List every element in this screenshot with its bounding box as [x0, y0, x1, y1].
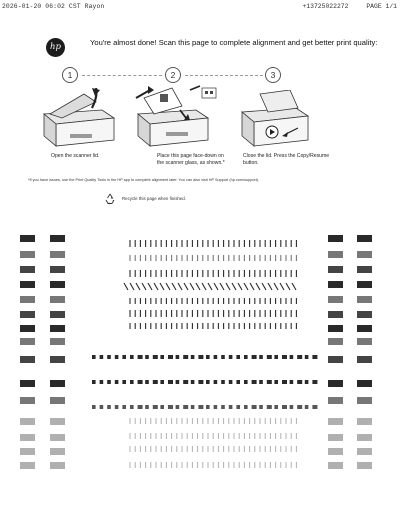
alignment-dash — [145, 405, 149, 409]
alignment-dash — [100, 355, 104, 359]
alignment-dash — [153, 405, 158, 409]
calibration-block — [357, 356, 372, 363]
calibration-block — [357, 325, 372, 332]
alignment-dash — [115, 405, 119, 409]
alignment-dash — [92, 380, 96, 384]
alignment-dash — [160, 355, 164, 359]
alignment-dash — [168, 355, 173, 359]
alignment-dash — [290, 380, 294, 384]
alignment-dash — [153, 355, 158, 359]
calibration-block — [50, 397, 65, 404]
step-2-caption: Place this page face-down on the scanner glass, as shown.* — [157, 153, 225, 166]
calibration-block — [357, 434, 372, 441]
alignment-diagonal-tick — [130, 283, 134, 290]
alignment-dash — [122, 355, 126, 359]
alignment-diagonal-tick — [274, 283, 278, 290]
alignment-diagonal-tick — [148, 283, 152, 290]
calibration-block — [328, 266, 343, 273]
alignment-dash — [282, 405, 287, 409]
alignment-diagonal-tick — [178, 283, 182, 290]
alignment-dash — [198, 405, 203, 409]
alignment-dash — [183, 380, 188, 384]
alignment-dash — [259, 405, 263, 409]
calibration-block — [328, 356, 343, 363]
alignment-dash — [153, 380, 158, 384]
alignment-dash — [183, 405, 188, 409]
support-note: *If you have issues, use the Print Quality Tools in the HP app to complete alignment later. You can also visit HP Support (hp.com/support). — [28, 178, 260, 182]
calibration-block — [357, 266, 372, 273]
alignment-dash — [107, 380, 111, 384]
alignment-dash — [305, 405, 309, 409]
alignment-dash — [312, 355, 317, 359]
calibration-block — [20, 338, 35, 345]
alignment-dash — [252, 355, 257, 359]
alignment-dash — [206, 405, 210, 409]
alignment-dash — [229, 355, 233, 359]
alignment-diagonal-tick — [256, 283, 260, 290]
alignment-dash — [168, 405, 173, 409]
alignment-dash — [252, 380, 257, 384]
calibration-block — [20, 281, 35, 288]
calibration-block — [20, 251, 35, 258]
alignment-diagonal-tick — [190, 283, 194, 290]
calibration-block — [328, 338, 343, 345]
step-1-number: 1 — [62, 67, 78, 83]
calibration-block — [357, 448, 372, 455]
alignment-dash — [236, 380, 240, 384]
alignment-diagonal-tick — [292, 283, 296, 290]
alignment-diagonal-tick — [214, 283, 218, 290]
calibration-block — [357, 251, 372, 258]
alignment-diagonal-tick — [172, 283, 176, 290]
alignment-dash — [176, 355, 180, 359]
fax-timestamp: 2026-01-20 06:02 CST Rayon — [2, 3, 105, 10]
calibration-block — [328, 281, 343, 288]
alignment-diagonal-tick — [184, 283, 188, 290]
calibration-block — [357, 380, 372, 387]
alignment-dash — [221, 355, 225, 359]
alignment-diagonal-tick — [142, 283, 146, 290]
alignment-dash — [214, 355, 218, 359]
calibration-block — [50, 462, 65, 469]
alignment-dash — [138, 405, 143, 409]
calibration-block — [20, 325, 35, 332]
page-headline: You're almost done! Scan this page to complete alignment and get better print quality: — [90, 38, 378, 47]
alignment-diagonal-tick — [238, 283, 242, 290]
alignment-dash — [259, 380, 263, 384]
calibration-block — [357, 462, 372, 469]
alignment-diagonal-tick — [166, 283, 170, 290]
alignment-dash — [267, 355, 272, 359]
alignment-diagonal-tick — [250, 283, 254, 290]
alignment-dash — [100, 405, 104, 409]
alignment-diagonal-tick — [286, 283, 290, 290]
alignment-dash — [267, 380, 272, 384]
alignment-dash — [274, 355, 278, 359]
alignment-dash — [122, 405, 126, 409]
alignment-dash — [236, 405, 240, 409]
alignment-diagonal-tick — [160, 283, 164, 290]
alignment-dash — [305, 355, 309, 359]
calibration-block — [328, 397, 343, 404]
alignment-dash — [274, 380, 278, 384]
alignment-dash — [214, 405, 218, 409]
calibration-block — [357, 281, 372, 288]
calibration-block — [357, 418, 372, 425]
alignment-diagonal-tick — [262, 283, 266, 290]
alignment-diagonal-tick — [232, 283, 236, 290]
alignment-dash — [297, 355, 302, 359]
alignment-dash — [267, 405, 272, 409]
alignment-dash — [115, 355, 119, 359]
alignment-dash — [297, 380, 302, 384]
step-3-number: 3 — [265, 67, 281, 83]
alignment-dash — [107, 405, 111, 409]
calibration-block — [50, 325, 65, 332]
alignment-diagonal-tick — [196, 283, 200, 290]
alignment-dash — [191, 405, 195, 409]
alignment-dash — [290, 355, 294, 359]
alignment-diagonal-tick — [124, 283, 128, 290]
alignment-dash — [138, 355, 143, 359]
calibration-block — [50, 296, 65, 303]
calibration-block — [357, 311, 372, 318]
calibration-block — [50, 418, 65, 425]
calibration-block — [357, 397, 372, 404]
alignment-dash — [176, 380, 180, 384]
calibration-block — [328, 296, 343, 303]
step-2-number: 2 — [165, 67, 181, 83]
alignment-dash — [274, 405, 278, 409]
calibration-block — [328, 418, 343, 425]
alignment-dash — [138, 380, 143, 384]
alignment-dash — [206, 380, 210, 384]
calibration-block — [357, 338, 372, 345]
alignment-dash — [244, 405, 248, 409]
alignment-dash — [221, 380, 225, 384]
calibration-block — [328, 448, 343, 455]
alignment-dash — [229, 380, 233, 384]
alignment-diagonal-tick — [226, 283, 230, 290]
calibration-block — [328, 462, 343, 469]
alignment-dash — [176, 405, 180, 409]
alignment-dash — [297, 405, 302, 409]
alignment-dash — [244, 355, 248, 359]
calibration-block — [20, 380, 35, 387]
calibration-block — [20, 397, 35, 404]
calibration-block — [328, 311, 343, 318]
alignment-dash — [145, 380, 149, 384]
calibration-block — [50, 356, 65, 363]
alignment-dash — [312, 380, 317, 384]
alignment-dash — [236, 355, 240, 359]
alignment-diagonal-tick — [268, 283, 272, 290]
calibration-block — [328, 380, 343, 387]
alignment-dash — [221, 405, 225, 409]
alignment-dash — [290, 405, 294, 409]
alignment-dash — [160, 405, 164, 409]
calibration-block — [20, 235, 35, 242]
alignment-dash — [206, 355, 210, 359]
alignment-dash — [130, 405, 134, 409]
alignment-dash — [107, 355, 111, 359]
alignment-diagonal-tick — [220, 283, 224, 290]
alignment-diagonal-tick — [136, 283, 140, 290]
calibration-block — [50, 448, 65, 455]
alignment-dash — [122, 380, 126, 384]
calibration-block — [20, 434, 35, 441]
calibration-block — [50, 380, 65, 387]
calibration-block — [357, 235, 372, 242]
step-3-caption: Close the lid. Press the Copy/Resume button. — [243, 153, 330, 166]
calibration-block — [50, 281, 65, 288]
calibration-block — [328, 235, 343, 242]
alignment-dash — [229, 405, 233, 409]
calibration-block — [20, 356, 35, 363]
calibration-block — [50, 251, 65, 258]
alignment-dash — [198, 380, 203, 384]
calibration-block — [50, 266, 65, 273]
alignment-diagonal-tick — [154, 283, 158, 290]
alignment-dash — [305, 380, 309, 384]
alignment-dash — [183, 355, 188, 359]
alignment-dash — [115, 380, 119, 384]
alignment-diagonal-tick — [244, 283, 248, 290]
alignment-diagonal-tick — [202, 283, 206, 290]
calibration-block — [20, 311, 35, 318]
alignment-dash — [312, 405, 317, 409]
calibration-block — [20, 266, 35, 273]
hp-logo-icon: hp — [46, 38, 65, 57]
alignment-dash — [282, 380, 287, 384]
alignment-dash — [198, 355, 203, 359]
alignment-dash — [259, 355, 263, 359]
calibration-block — [20, 418, 35, 425]
alignment-dash — [92, 355, 96, 359]
alignment-dash — [168, 380, 173, 384]
calibration-block — [328, 434, 343, 441]
alignment-dash — [130, 355, 134, 359]
calibration-block — [328, 251, 343, 258]
alignment-dash — [214, 380, 218, 384]
alignment-dash — [252, 405, 257, 409]
calibration-block — [50, 235, 65, 242]
calibration-block — [50, 434, 65, 441]
calibration-block — [50, 338, 65, 345]
alignment-dash — [191, 355, 195, 359]
calibration-block — [20, 296, 35, 303]
fax-page-number: PAGE 1/1 — [366, 3, 397, 10]
step-1-caption: Open the scanner lid. — [51, 153, 100, 159]
calibration-block — [20, 448, 35, 455]
recycle-label: Recycle this page when finished. — [122, 196, 186, 201]
alignment-dash — [100, 380, 104, 384]
alignment-diagonal-tick — [280, 283, 284, 290]
calibration-block — [357, 296, 372, 303]
alignment-dash — [145, 355, 149, 359]
alignment-dash — [130, 380, 134, 384]
fax-phone: +13725022272 — [302, 3, 349, 10]
calibration-block — [20, 462, 35, 469]
calibration-block — [50, 311, 65, 318]
alignment-dash — [92, 405, 96, 409]
alignment-dash — [282, 355, 287, 359]
alignment-diagonal-tick — [208, 283, 212, 290]
alignment-dash — [160, 380, 164, 384]
alignment-dash — [244, 380, 248, 384]
alignment-dash — [191, 380, 195, 384]
calibration-block — [328, 325, 343, 332]
